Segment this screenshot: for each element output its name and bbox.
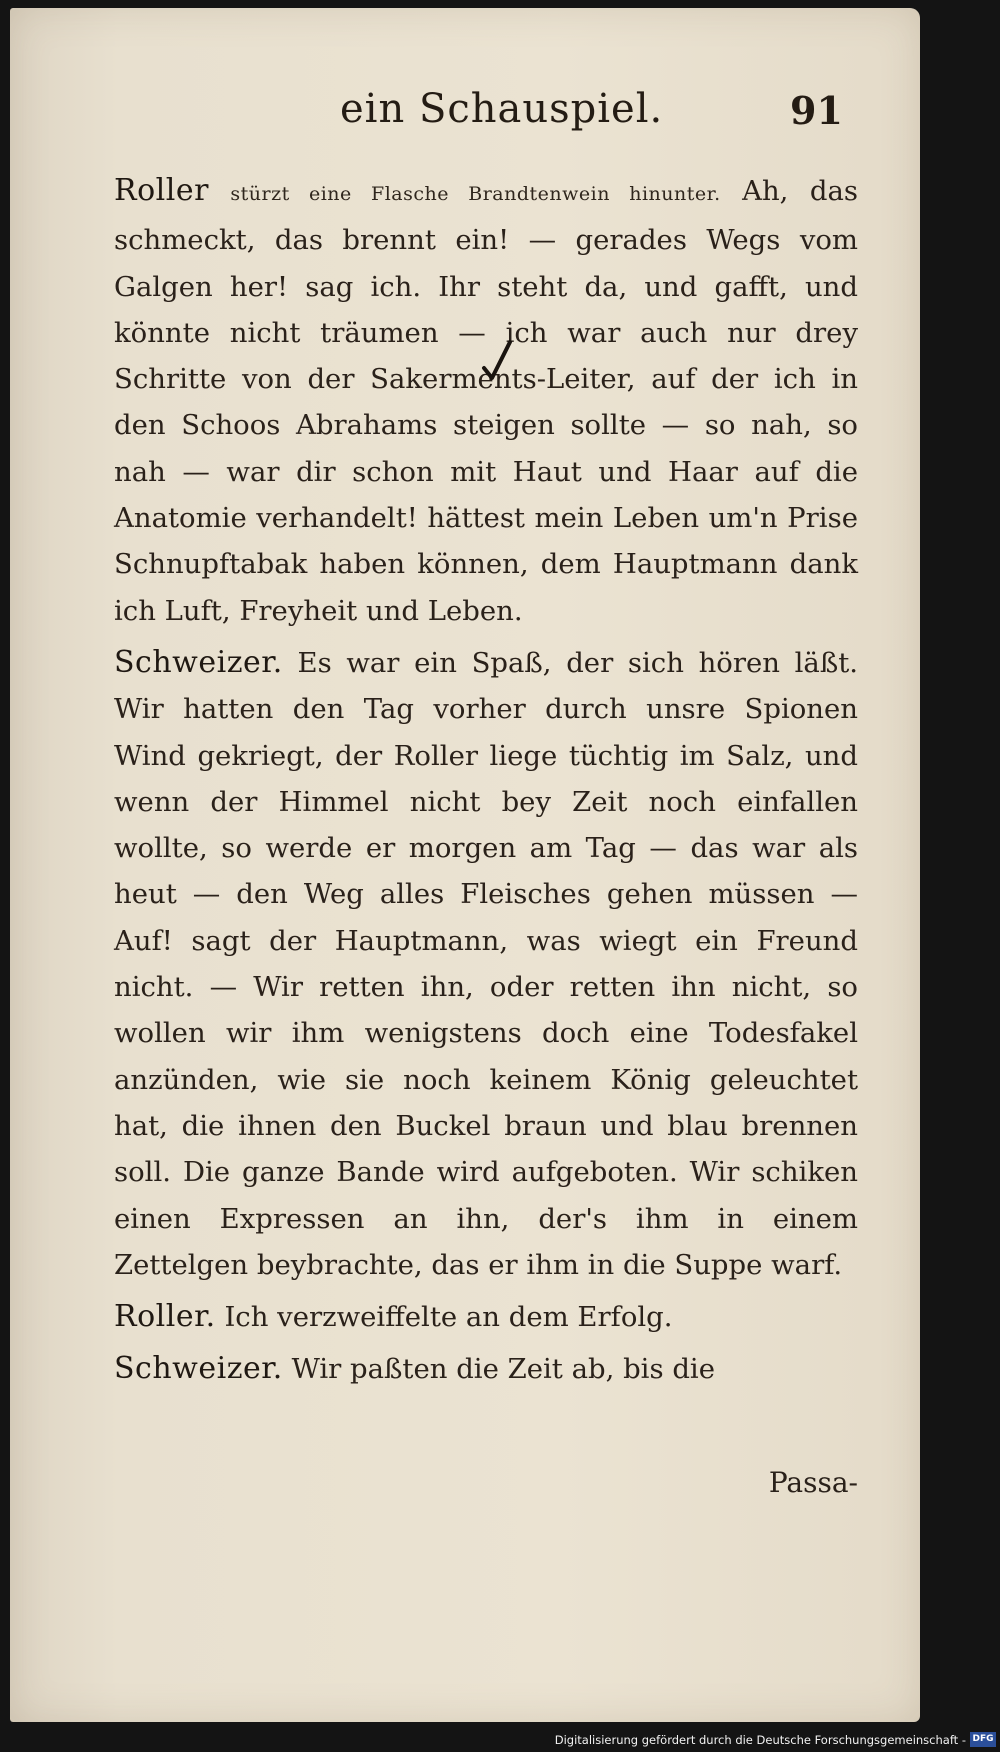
running-title: ein Schauspiel.: [340, 86, 664, 132]
catchword: Passa-: [768, 1466, 858, 1499]
stage-direction: stürzt eine Flasche Brandtenwein hinunter.: [230, 183, 721, 205]
pen-check-mark: [480, 338, 514, 382]
paragraph: [114, 1294, 858, 1340]
paragraph-text: Ich verzweiffelte an dem Erfolg.: [224, 1301, 673, 1334]
footer-bar: [0, 1728, 1000, 1752]
speaker-name: Roller: [114, 173, 209, 208]
running-head: [10, 86, 920, 146]
speaker-name: Schweizer.: [114, 644, 283, 680]
speaker-name: Roller.: [114, 1299, 216, 1335]
funding-notice: Digitalisierung gefördert durch die Deutsche Forschungsgemeinschaft -: [554, 1733, 966, 1747]
paragraph-text: Es war ein Spaß, der sich hören läßt. Wir hatten den Tag vorher durch unsre Spionen Wind gekriegt, der Roller liege tüchtig im Salz, und wenn der Himmel nicht bey Zeit noch einfallen wollte, so werde er morgen am Tag — das war als heut — den Weg alles Fleisches gehen müssen — Auf! sagt der Hauptmann, was wiegt ein Freund nicht. — Wir retten ihn, oder retten ihn nicht, so wollen wir ihm wenigstens doch eine Todesfakel anzünden, wie sie noch keinem König geleuchtet hat, die ihnen den Buckel braun und blau brennen soll. Die ganze Bande wird aufgeboten. Wir schiken einen Expressen an ihn, der's ihm in einem Zettelgen beybrachte, das er ihm in die Suppe warf.: [114, 646, 858, 1281]
book-page: [10, 8, 920, 1722]
paragraph-text: Wir paßten die Zeit ab, bis die: [291, 1353, 715, 1386]
page-number: 91: [790, 88, 843, 133]
dfg-logo: DFG: [970, 1732, 996, 1747]
paragraph: [114, 1346, 858, 1392]
paragraph-text: Ah, das schmeckt, das brennt ein! — gerades Wegs vom Galgen her! sag ich. Ihr steht da, und gafft, und könnte nicht träumen — ich war auch nur drey Schritte von der Sakerments-Leiter, auf der ich in den Schoos Abrahams steigen sollte — so nah, so nah — war dir schon mit Haut und Haar auf die Anatomie verhandelt! hättest mein Leben um'n Prise Schnupftabak haben können, dem Hauptmann dank ich Luft, Freyheit und Leben.: [114, 175, 858, 627]
paragraph: [114, 640, 858, 1288]
paragraph: [114, 168, 858, 634]
speaker-name: Schweizer.: [114, 1351, 283, 1387]
